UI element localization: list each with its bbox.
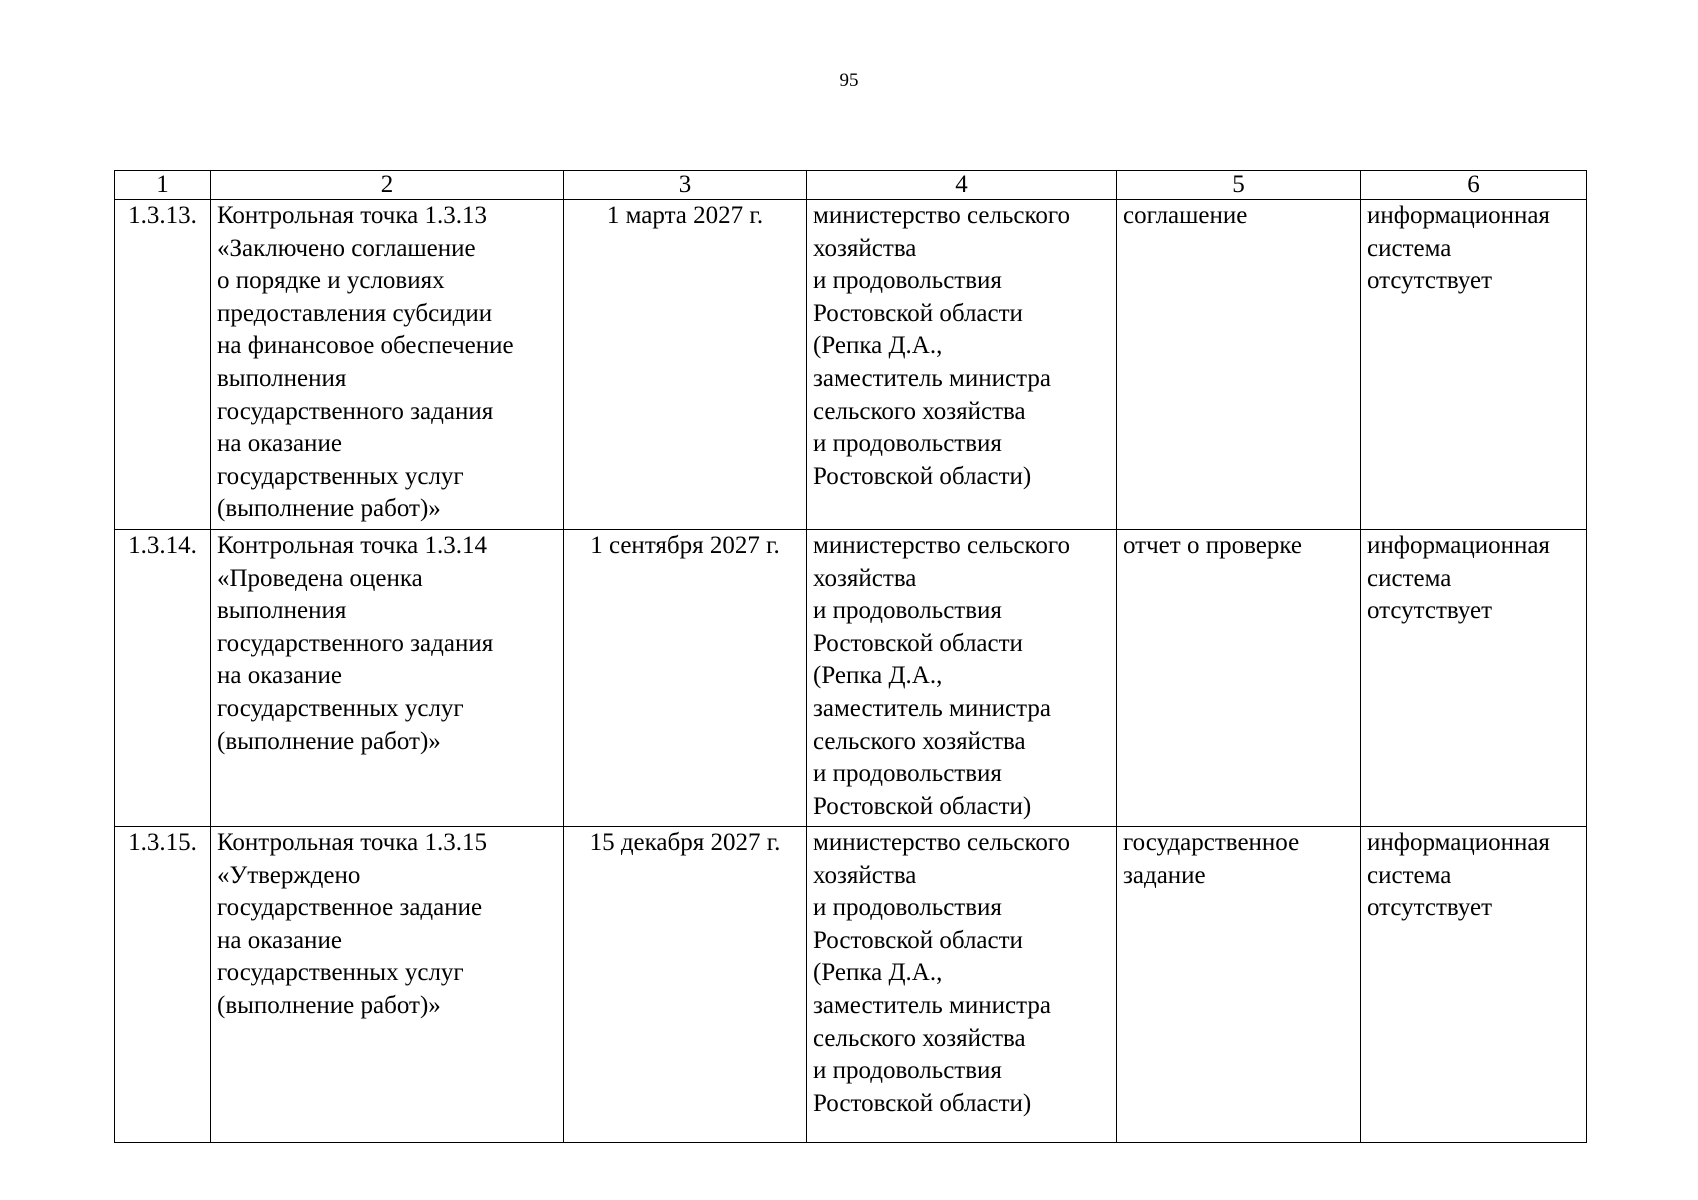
control-point-description-line: «Заключено соглашение (217, 234, 476, 262)
deadline-date: 1 сентября 2027 г. (564, 530, 807, 827)
confirming-document (1117, 530, 1361, 827)
control-point-description-line: (выполнение работ)» (217, 495, 441, 523)
control-point-description-line: Контрольная точка 1.3.15 (217, 829, 487, 856)
header-col-1: 1 (115, 171, 211, 200)
confirming-document-line: отчет о проверке (1123, 532, 1302, 559)
control-point-description-line: о порядке и условиях (217, 267, 445, 295)
control-point-description-line: Контрольная точка 1.3.13 (217, 202, 487, 229)
information-system-line: система (1367, 564, 1452, 592)
control-point-description-line: на финансовое обеспечение (217, 332, 514, 360)
responsible-executor-line: и продовольствия (813, 894, 1002, 922)
control-point-description-line: государственных услуг (217, 462, 464, 490)
control-points-table (114, 170, 1587, 1143)
header-col-5: 5 (1117, 171, 1361, 200)
responsible-executor-line: Ростовской области (813, 926, 1023, 954)
responsible-executor-line: и продовольствия (813, 597, 1002, 625)
control-point-description-line: государственного задания (217, 629, 494, 657)
control-point-description (211, 530, 564, 827)
responsible-executor-line: и продовольствия (813, 430, 1002, 458)
responsible-executor-line: Ростовской области) (813, 1089, 1032, 1117)
table-row (115, 827, 1587, 1143)
responsible-executor-line: Ростовской области (813, 299, 1023, 327)
control-point-description-line: на оказание (217, 430, 342, 458)
header-col-4: 4 (807, 171, 1117, 200)
table-header (115, 171, 1587, 200)
header-col-6: 6 (1361, 171, 1587, 200)
control-point-description-line: предоставления субсидии (217, 299, 493, 327)
responsible-executor-line: сельского хозяйства (813, 1024, 1026, 1052)
information-system-line: информационная (1367, 532, 1550, 559)
responsible-executor (807, 530, 1117, 827)
control-point-description (211, 827, 564, 1143)
control-point-description-line: государственных услуг (217, 959, 464, 987)
control-point-description-line: выполнения (217, 364, 347, 392)
confirming-document-line: задание (1123, 861, 1206, 889)
control-point-description-line: «Утверждено (217, 861, 361, 889)
deadline-date: 15 декабря 2027 г. (564, 827, 807, 1143)
information-system (1361, 827, 1587, 1143)
responsible-executor-line: хозяйства (813, 564, 917, 592)
responsible-executor-line: министерство сельского (813, 829, 1070, 856)
responsible-executor-line: заместитель министра (813, 991, 1051, 1019)
responsible-executor-line: (Репка Д.А., (813, 332, 943, 360)
responsible-executor (807, 827, 1117, 1143)
control-point-description-line: (выполнение работ)» (217, 991, 441, 1019)
information-system-line: отсутствует (1367, 894, 1493, 922)
row-number: 1.3.14. (115, 530, 211, 827)
responsible-executor-line: заместитель министра (813, 694, 1051, 722)
control-point-description (211, 200, 564, 530)
control-point-description-line: государственное задание (217, 894, 483, 922)
confirming-document-line: государственное (1123, 829, 1300, 856)
confirming-document-line: соглашение (1123, 202, 1248, 229)
responsible-executor (807, 200, 1117, 530)
responsible-executor-line: и продовольствия (813, 760, 1002, 788)
responsible-executor-line: (Репка Д.А., (813, 662, 943, 690)
control-point-description-line: государственных услуг (217, 694, 464, 722)
responsible-executor-line: министерство сельского (813, 532, 1070, 559)
control-point-description-line: Контрольная точка 1.3.14 (217, 532, 487, 559)
information-system (1361, 530, 1587, 827)
table-row (115, 200, 1587, 530)
responsible-executor-line: хозяйства (813, 234, 917, 262)
responsible-executor-line: (Репка Д.А., (813, 959, 943, 987)
control-point-description-line: (выполнение работ)» (217, 727, 441, 755)
information-system-line: информационная (1367, 202, 1550, 229)
responsible-executor-line: и продовольствия (813, 1057, 1002, 1085)
information-system-line: информационная (1367, 829, 1550, 856)
header-col-2: 2 (211, 171, 564, 200)
table-row (115, 530, 1587, 827)
control-point-description-line: на оказание (217, 662, 342, 690)
responsible-executor-line: и продовольствия (813, 267, 1002, 295)
information-system-line: отсутствует (1367, 597, 1493, 625)
confirming-document (1117, 200, 1361, 530)
deadline-date: 1 марта 2027 г. (564, 200, 807, 530)
header-row (115, 171, 1587, 200)
responsible-executor-line: сельского хозяйства (813, 397, 1026, 425)
control-point-description-line: выполнения (217, 597, 347, 625)
information-system-line: система (1367, 234, 1452, 262)
responsible-executor-line: сельского хозяйства (813, 727, 1026, 755)
information-system-line: система (1367, 861, 1452, 889)
page-number: 95 (839, 70, 859, 91)
row-number: 1.3.13. (115, 200, 211, 530)
table-body (115, 200, 1587, 1143)
information-system (1361, 200, 1587, 530)
control-point-description-line: государственного задания (217, 397, 494, 425)
responsible-executor-line: заместитель министра (813, 364, 1051, 392)
responsible-executor-line: Ростовской области) (813, 462, 1032, 490)
header-col-3: 3 (564, 171, 807, 200)
confirming-document (1117, 827, 1361, 1143)
responsible-executor-line: Ростовской области) (813, 792, 1032, 820)
responsible-executor-line: министерство сельского (813, 202, 1070, 229)
control-point-description-line: «Проведена оценка (217, 564, 423, 592)
responsible-executor-line: хозяйства (813, 861, 917, 889)
responsible-executor-line: Ростовской области (813, 629, 1023, 657)
control-point-description-line: на оказание (217, 926, 342, 954)
row-number: 1.3.15. (115, 827, 211, 1143)
information-system-line: отсутствует (1367, 267, 1493, 295)
